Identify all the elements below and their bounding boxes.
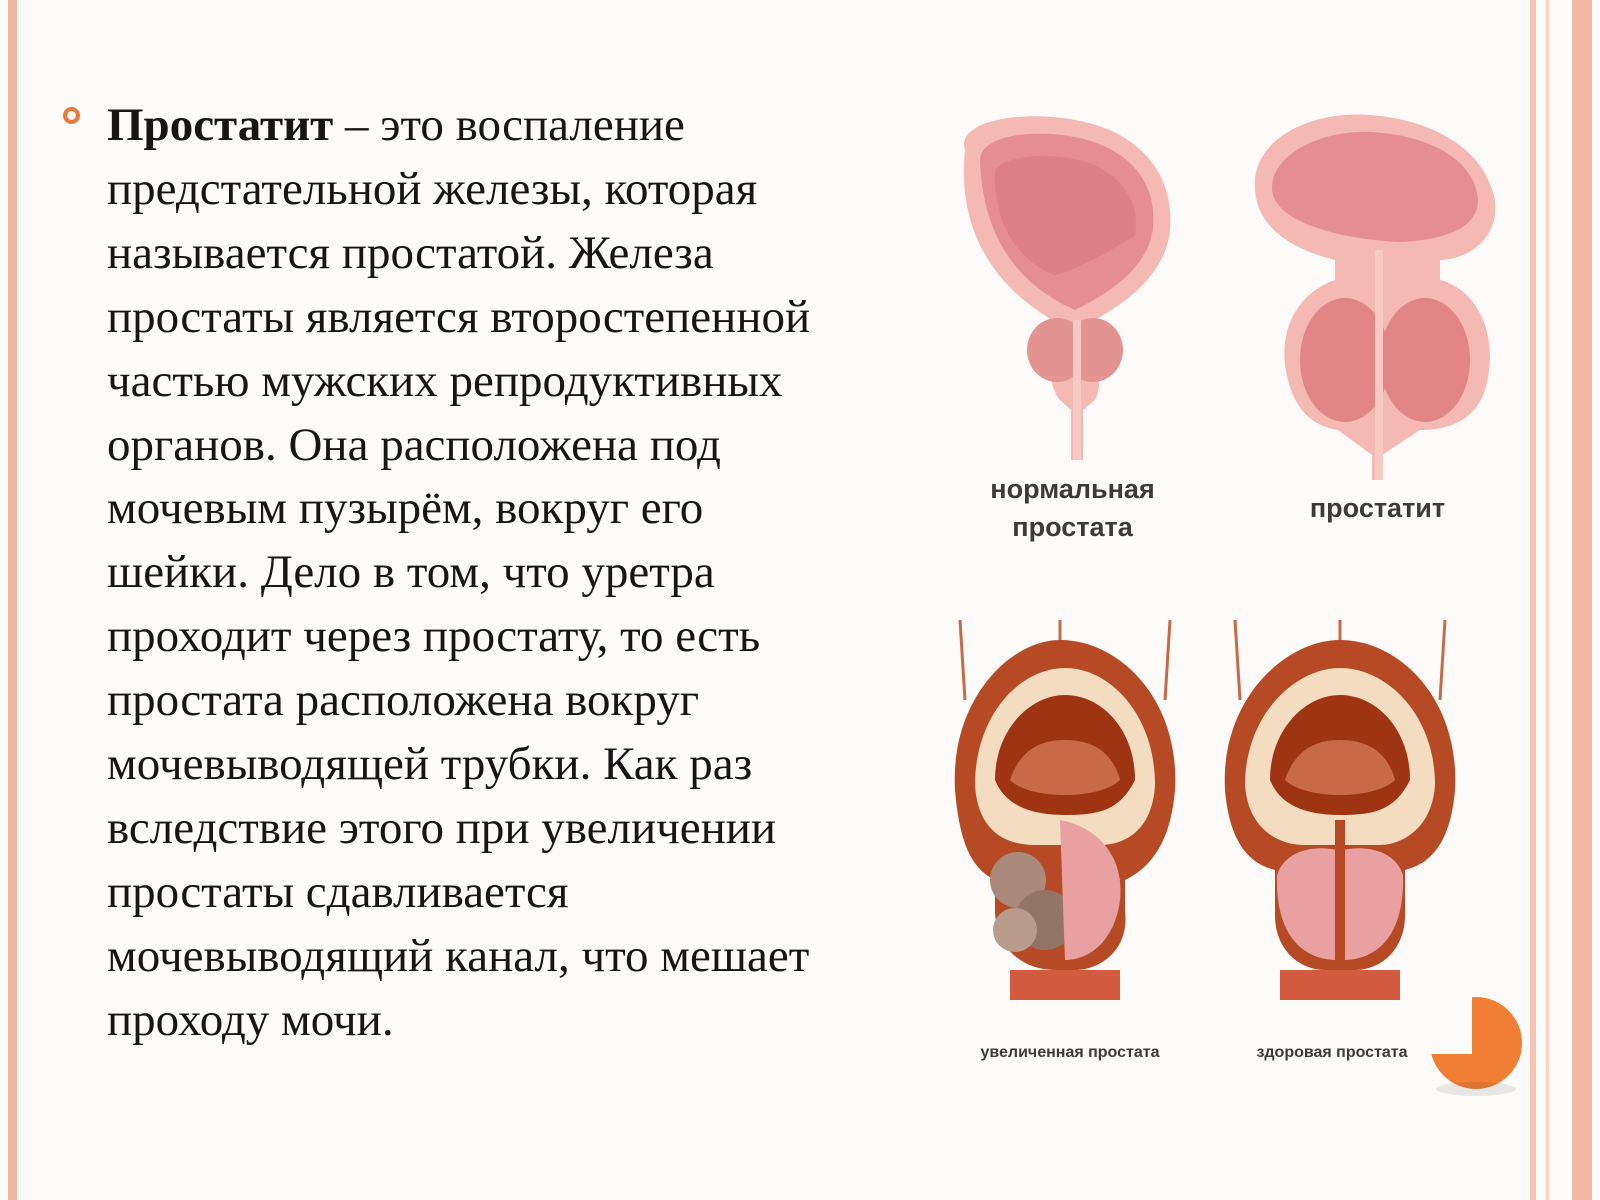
text-line-8: шейки. Дело в том, что уретра bbox=[107, 546, 715, 599]
text-line-1 bbox=[107, 94, 922, 158]
left-decorative-stripe bbox=[8, 0, 17, 1200]
prostatitis-illustration bbox=[1250, 110, 1510, 480]
caption-normal-line-1: нормальная bbox=[990, 474, 1155, 504]
right-decorative-stripe-wide bbox=[1572, 0, 1592, 1200]
caption-normal-line-2: простата bbox=[1012, 512, 1133, 542]
caption-healthy-prostate: здоровая простата bbox=[1256, 1044, 1408, 1061]
healthy-prostate-illustration bbox=[1215, 620, 1465, 1010]
caption-normal-prostate bbox=[960, 470, 1185, 546]
normal-prostate-illustration bbox=[935, 110, 1195, 470]
corner-decorative-shadow bbox=[1436, 1082, 1516, 1096]
text-line-15: проходу мочи. bbox=[107, 993, 394, 1046]
right-decorative-stripe bbox=[1530, 0, 1536, 1200]
text-line-7: мочевым пузырём, вокруг его bbox=[107, 482, 704, 535]
text-line-6: органов. Она расположена под bbox=[107, 418, 721, 471]
text-line-1-rest: – это воспаление bbox=[333, 99, 685, 151]
text-line-14: мочевыводящий канал, что мешает bbox=[107, 929, 810, 982]
caption-enlarged-prostate: увеличенная простата bbox=[980, 1044, 1160, 1061]
text-line-2: предстательной железы, которая bbox=[107, 162, 758, 215]
slide-body-text bbox=[107, 94, 922, 1053]
term-heading: Простатит bbox=[107, 99, 334, 151]
text-line-5: частью мужских репродуктивных bbox=[107, 354, 783, 407]
enlarged-prostate-illustration bbox=[940, 620, 1190, 1010]
right-decorative-stripe-thin bbox=[1546, 0, 1549, 1200]
corner-decorative-cutout bbox=[1408, 962, 1472, 1054]
text-line-4: простаты является второстепенной bbox=[107, 290, 811, 343]
text-line-10: простата расположена вокруг bbox=[107, 674, 700, 727]
text-line-11: мочевыводящей трубки. Как раз bbox=[107, 738, 753, 791]
text-line-9: проходит через простату, то есть bbox=[107, 610, 761, 663]
text-line-13: простаты сдавливается bbox=[107, 865, 569, 918]
text-line-12: вследствие этого при увеличении bbox=[107, 801, 777, 854]
text-line-3: называется простатой. Железа bbox=[107, 226, 714, 279]
caption-prostatitis: простатит bbox=[1309, 493, 1446, 523]
bullet-ring-icon bbox=[63, 107, 80, 124]
